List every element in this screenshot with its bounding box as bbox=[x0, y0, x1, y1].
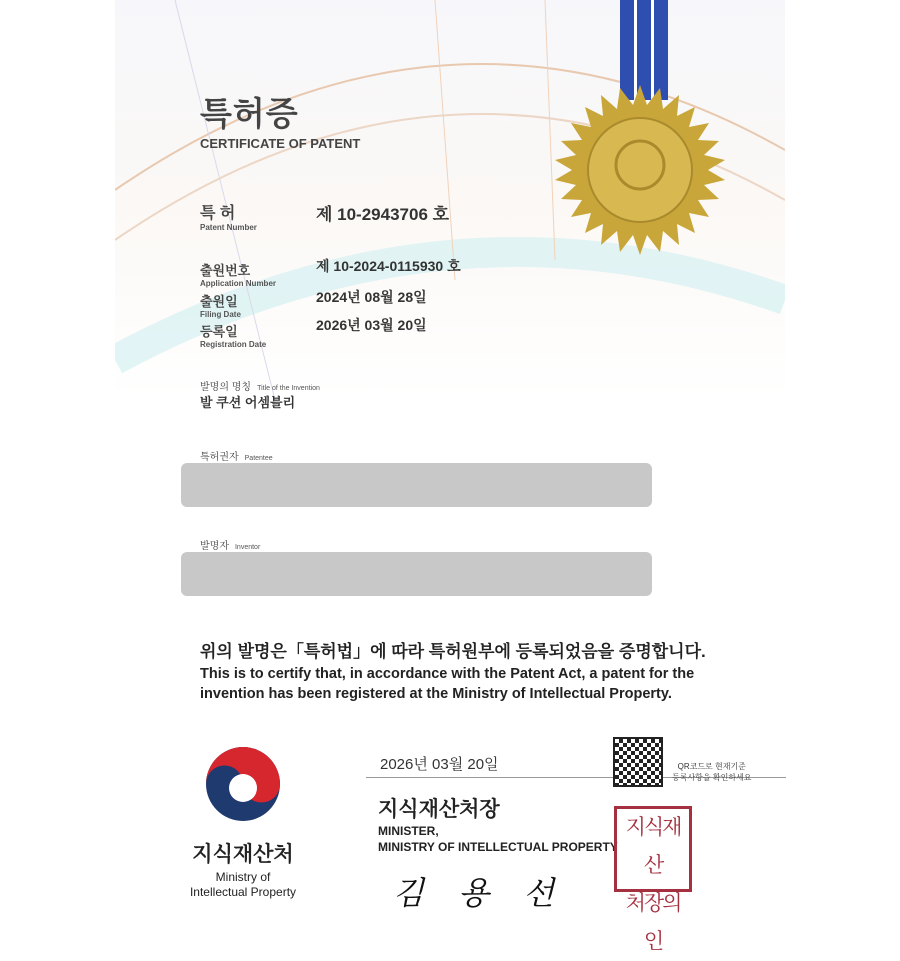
stamp-line-2: 처장의인 bbox=[625, 892, 681, 953]
label-ko: 발명의 명칭 bbox=[200, 382, 252, 393]
issuer-title-ko: 지식재산처장 bbox=[378, 798, 500, 821]
gold-seal bbox=[555, 85, 725, 260]
certificate-subtitle: CERTIFICATE OF PATENT bbox=[200, 136, 361, 151]
filing-date-value: 2024년 08월 28일 bbox=[316, 289, 427, 305]
label-en: Patent Number bbox=[200, 223, 257, 232]
application-number-value: 제 10-2024-0115930 호 bbox=[316, 258, 461, 274]
filing-date-label bbox=[200, 291, 241, 319]
logo-name-ko: 지식재산처 bbox=[192, 843, 294, 866]
label-en: Registration Date bbox=[200, 340, 267, 349]
patent-number-value: 제 10-2943706 호 bbox=[316, 205, 450, 224]
label-en: Inventor bbox=[234, 544, 261, 551]
label-ko: 특허권자 bbox=[200, 452, 239, 463]
patentee-redacted bbox=[181, 463, 652, 507]
qr-note bbox=[672, 761, 752, 783]
label-ko: 등록일 bbox=[200, 324, 238, 339]
label-en: Filing Date bbox=[200, 310, 241, 319]
registration-date-value: 2026년 03월 20일 bbox=[316, 317, 427, 333]
logo-name-en-2: Intellectual Property bbox=[189, 885, 297, 899]
patent-number-label bbox=[200, 200, 257, 232]
label-en: Patentee bbox=[244, 455, 273, 462]
issuer-title-en-1: MINISTER, bbox=[378, 824, 439, 838]
label-ko: 출원일 bbox=[200, 294, 238, 309]
label-en: Title of the Invention bbox=[257, 385, 320, 392]
invention-title-value: 발 쿠션 어셈블리 bbox=[200, 395, 296, 410]
application-number-label bbox=[200, 260, 276, 288]
certification-text-en-2: invention has been registered at the Ministry of Intellectual Property. bbox=[200, 686, 672, 702]
issuer-title-en-2: MINISTRY OF INTELLECTUAL PROPERTY bbox=[378, 840, 618, 854]
signature: 김 용 선 bbox=[393, 874, 567, 912]
certificate-title: 특허증 bbox=[200, 95, 299, 132]
official-stamp bbox=[614, 806, 692, 953]
stamp-line-1: 지식재산 bbox=[625, 816, 681, 877]
certification-text-ko: 위의 발명은「특허법」에 따라 특허원부에 등록되었음을 증명합니다. bbox=[200, 642, 706, 661]
logo-name-en bbox=[173, 870, 313, 900]
label-ko: 출원번호 bbox=[200, 263, 251, 278]
registration-date-label bbox=[200, 321, 266, 349]
label-ko: 특 허 bbox=[200, 205, 236, 222]
ministry-logo-icon bbox=[205, 746, 281, 827]
qr-note-2: 등록사항을 확인하세요 bbox=[672, 773, 752, 782]
inventor-redacted bbox=[181, 552, 652, 596]
qr-note-1: QR코드로 현재기준 bbox=[677, 762, 746, 771]
label-ko: 발명자 bbox=[200, 541, 229, 552]
qr-code[interactable] bbox=[613, 737, 663, 787]
issue-date: 2026년 03월 20일 bbox=[380, 756, 499, 773]
logo-name-en-1: Ministry of bbox=[215, 870, 271, 884]
issuer-title-en bbox=[378, 823, 618, 855]
certification-text-en-1: This is to certify that, in accordance with the Patent Act, a patent for the bbox=[200, 666, 695, 682]
label-en: Application Number bbox=[200, 279, 277, 288]
